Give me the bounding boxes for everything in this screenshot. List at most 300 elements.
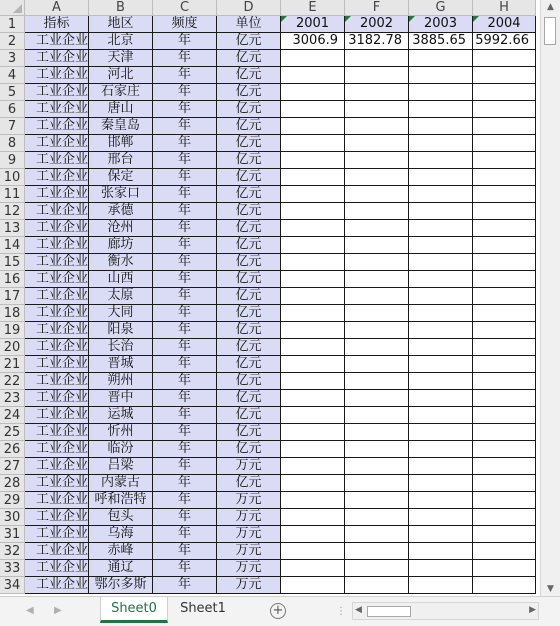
cell-indicator[interactable]: 工业企业 xyxy=(25,322,89,339)
cell-indicator[interactable]: 工业企业 xyxy=(25,441,89,458)
cell-region[interactable]: 河北 xyxy=(89,67,153,84)
cell-region[interactable]: 忻州 xyxy=(89,424,153,441)
cell-value[interactable] xyxy=(345,322,409,339)
row-header[interactable]: 17 xyxy=(0,288,25,305)
plus-circle-icon[interactable]: + xyxy=(270,603,286,619)
cell-value[interactable] xyxy=(281,237,345,254)
cell-indicator[interactable]: 工业企业 xyxy=(25,373,89,390)
cell-indicator[interactable]: 工业企业 xyxy=(25,305,89,322)
cell-value[interactable] xyxy=(281,220,345,237)
cell-region[interactable]: 临汾 xyxy=(89,441,153,458)
cell-value[interactable] xyxy=(281,322,345,339)
cell-value[interactable] xyxy=(409,101,473,118)
cell-value[interactable] xyxy=(281,509,345,526)
cell-value[interactable] xyxy=(473,101,536,118)
column-header-d[interactable]: D xyxy=(217,0,281,16)
horizontal-scroll-thumb[interactable] xyxy=(367,606,411,617)
cell-unit[interactable]: 亿元 xyxy=(217,288,281,305)
cell-frequency[interactable]: 年 xyxy=(153,322,217,339)
cell-indicator[interactable]: 工业企业 xyxy=(25,101,89,118)
column-header-b[interactable]: B xyxy=(89,0,153,16)
cell-region[interactable]: 呼和浩特 xyxy=(89,492,153,509)
cell-unit[interactable]: 万元 xyxy=(217,458,281,475)
cell-frequency[interactable]: 年 xyxy=(153,526,217,543)
cell-indicator[interactable]: 工业企业 xyxy=(25,492,89,509)
row-header[interactable]: 21 xyxy=(0,356,25,373)
cell-value[interactable] xyxy=(409,271,473,288)
cell-value[interactable] xyxy=(473,305,536,322)
row-header[interactable]: 9 xyxy=(0,152,25,169)
arrow-left-icon[interactable]: ◀ xyxy=(355,605,362,615)
cell-unit[interactable]: 亿元 xyxy=(217,203,281,220)
cell-value[interactable] xyxy=(473,203,536,220)
cell-unit[interactable]: 万元 xyxy=(217,509,281,526)
cell-value[interactable] xyxy=(473,288,536,305)
row-header[interactable]: 24 xyxy=(0,407,25,424)
cell-indicator[interactable]: 工业企业 xyxy=(25,560,89,577)
cell-region[interactable]: 邯郸 xyxy=(89,135,153,152)
cell-value[interactable] xyxy=(345,339,409,356)
cell-indicator[interactable]: 工业企业 xyxy=(25,407,89,424)
row-header[interactable]: 18 xyxy=(0,305,25,322)
cell-value[interactable] xyxy=(409,458,473,475)
cell-frequency[interactable]: 年 xyxy=(153,203,217,220)
column-header-h[interactable]: H xyxy=(473,0,536,16)
cell-header-year[interactable]: 2002 xyxy=(345,16,409,33)
cell-value[interactable] xyxy=(281,560,345,577)
cell-value[interactable] xyxy=(281,424,345,441)
cell-frequency[interactable]: 年 xyxy=(153,101,217,118)
row-header[interactable]: 1 xyxy=(0,16,25,33)
cell-value[interactable]: 3006.9 xyxy=(281,33,345,50)
cell-value[interactable] xyxy=(473,271,536,288)
cell-value[interactable] xyxy=(345,356,409,373)
cell-value[interactable] xyxy=(281,254,345,271)
cell-region[interactable]: 北京 xyxy=(89,33,153,50)
cell-value[interactable] xyxy=(409,135,473,152)
row-header[interactable]: 6 xyxy=(0,101,25,118)
cell-value[interactable] xyxy=(473,543,536,560)
cell-value[interactable] xyxy=(409,526,473,543)
cell-value[interactable] xyxy=(473,220,536,237)
cell-frequency[interactable]: 年 xyxy=(153,492,217,509)
cell-header-frequency[interactable]: 频度 xyxy=(153,16,217,33)
cell-value[interactable] xyxy=(281,475,345,492)
row-header[interactable]: 2 xyxy=(0,33,25,50)
cell-value[interactable] xyxy=(345,424,409,441)
cell-value[interactable] xyxy=(281,543,345,560)
cell-region[interactable]: 通辽 xyxy=(89,560,153,577)
cell-region[interactable]: 晋城 xyxy=(89,356,153,373)
cell-frequency[interactable]: 年 xyxy=(153,305,217,322)
cell-value[interactable] xyxy=(281,492,345,509)
cell-region[interactable]: 天津 xyxy=(89,50,153,67)
cell-value[interactable] xyxy=(409,492,473,509)
row-header[interactable]: 29 xyxy=(0,492,25,509)
cell-value[interactable] xyxy=(281,271,345,288)
cell-value[interactable] xyxy=(345,509,409,526)
cell-unit[interactable]: 亿元 xyxy=(217,50,281,67)
cell-value[interactable] xyxy=(345,152,409,169)
cell-unit[interactable]: 亿元 xyxy=(217,152,281,169)
cell-unit[interactable]: 亿元 xyxy=(217,118,281,135)
cell-value[interactable] xyxy=(281,339,345,356)
cell-frequency[interactable]: 年 xyxy=(153,288,217,305)
cell-value[interactable] xyxy=(473,441,536,458)
cell-region[interactable]: 张家口 xyxy=(89,186,153,203)
cell-value[interactable] xyxy=(409,543,473,560)
cell-region[interactable]: 阳泉 xyxy=(89,322,153,339)
cell-unit[interactable]: 亿元 xyxy=(217,407,281,424)
cell-value[interactable] xyxy=(281,441,345,458)
cell-value[interactable] xyxy=(473,254,536,271)
cell-value[interactable] xyxy=(345,50,409,67)
column-header-a[interactable]: A xyxy=(25,0,89,16)
cell-value[interactable] xyxy=(473,135,536,152)
cell-indicator[interactable]: 工业企业 xyxy=(25,271,89,288)
cell-unit[interactable]: 万元 xyxy=(217,577,281,594)
cell-indicator[interactable]: 工业企业 xyxy=(25,475,89,492)
cell-indicator[interactable]: 工业企业 xyxy=(25,288,89,305)
cell-region[interactable]: 运城 xyxy=(89,407,153,424)
cell-value[interactable] xyxy=(345,492,409,509)
cell-region[interactable]: 太原 xyxy=(89,288,153,305)
cell-frequency[interactable]: 年 xyxy=(153,271,217,288)
cell-indicator[interactable]: 工业企业 xyxy=(25,339,89,356)
cell-frequency[interactable]: 年 xyxy=(153,237,217,254)
cell-region[interactable]: 沧州 xyxy=(89,220,153,237)
cell-unit[interactable]: 亿元 xyxy=(217,33,281,50)
cell-header-region[interactable]: 地区 xyxy=(89,16,153,33)
cell-unit[interactable]: 亿元 xyxy=(217,84,281,101)
cell-value[interactable] xyxy=(473,84,536,101)
cell-unit[interactable]: 亿元 xyxy=(217,424,281,441)
cell-unit[interactable]: 亿元 xyxy=(217,67,281,84)
cell-value[interactable] xyxy=(473,424,536,441)
cell-value[interactable] xyxy=(345,220,409,237)
cell-value[interactable] xyxy=(345,407,409,424)
row-header[interactable]: 27 xyxy=(0,458,25,475)
cell-frequency[interactable]: 年 xyxy=(153,424,217,441)
cell-value[interactable] xyxy=(345,186,409,203)
cell-indicator[interactable]: 工业企业 xyxy=(25,186,89,203)
cell-header-year[interactable]: 2003 xyxy=(409,16,473,33)
cell-indicator[interactable]: 工业企业 xyxy=(25,33,89,50)
cell-value[interactable] xyxy=(409,203,473,220)
cell-region[interactable]: 鄂尔多斯 xyxy=(89,577,153,594)
cell-value[interactable] xyxy=(281,169,345,186)
cell-value[interactable] xyxy=(345,271,409,288)
cell-value[interactable] xyxy=(473,492,536,509)
cell-frequency[interactable]: 年 xyxy=(153,152,217,169)
cell-unit[interactable]: 亿元 xyxy=(217,237,281,254)
cell-indicator[interactable]: 工业企业 xyxy=(25,67,89,84)
cell-unit[interactable]: 亿元 xyxy=(217,441,281,458)
cell-region[interactable]: 廊坊 xyxy=(89,237,153,254)
cell-value[interactable] xyxy=(345,67,409,84)
cell-frequency[interactable]: 年 xyxy=(153,577,217,594)
cell-value[interactable] xyxy=(281,305,345,322)
row-header[interactable]: 16 xyxy=(0,271,25,288)
row-header[interactable]: 15 xyxy=(0,254,25,271)
cell-frequency[interactable]: 年 xyxy=(153,339,217,356)
cell-value[interactable] xyxy=(473,390,536,407)
row-header[interactable]: 12 xyxy=(0,203,25,220)
cell-region[interactable]: 赤峰 xyxy=(89,543,153,560)
row-header[interactable]: 7 xyxy=(0,118,25,135)
cell-region[interactable]: 晋中 xyxy=(89,390,153,407)
cell-region[interactable]: 乌海 xyxy=(89,526,153,543)
cell-region[interactable]: 衡水 xyxy=(89,254,153,271)
cell-value[interactable] xyxy=(409,220,473,237)
row-header[interactable]: 26 xyxy=(0,441,25,458)
cell-frequency[interactable]: 年 xyxy=(153,186,217,203)
cell-indicator[interactable]: 工业企业 xyxy=(25,390,89,407)
cell-value[interactable] xyxy=(281,577,345,594)
row-header[interactable]: 4 xyxy=(0,67,25,84)
cell-value[interactable] xyxy=(409,390,473,407)
cell-value[interactable] xyxy=(281,458,345,475)
cell-frequency[interactable]: 年 xyxy=(153,33,217,50)
cell-value[interactable] xyxy=(345,458,409,475)
cell-value[interactable] xyxy=(345,543,409,560)
row-header[interactable]: 14 xyxy=(0,237,25,254)
cell-value[interactable] xyxy=(281,526,345,543)
cell-value[interactable] xyxy=(281,135,345,152)
cell-value[interactable] xyxy=(473,152,536,169)
tab-scroll-right-icon[interactable]: ▶ xyxy=(54,605,62,616)
cell-region[interactable]: 邢台 xyxy=(89,152,153,169)
cell-value[interactable] xyxy=(345,577,409,594)
cell-indicator[interactable]: 工业企业 xyxy=(25,543,89,560)
cell-unit[interactable]: 亿元 xyxy=(217,390,281,407)
cell-indicator[interactable]: 工业企业 xyxy=(25,84,89,101)
cell-value[interactable] xyxy=(409,288,473,305)
cell-value[interactable] xyxy=(473,560,536,577)
cell-indicator[interactable]: 工业企业 xyxy=(25,118,89,135)
cell-header-unit[interactable]: 单位 xyxy=(217,16,281,33)
cell-region[interactable]: 唐山 xyxy=(89,101,153,118)
cell-region[interactable]: 包头 xyxy=(89,509,153,526)
column-header-f[interactable]: F xyxy=(345,0,409,16)
cell-value[interactable] xyxy=(345,441,409,458)
cell-value[interactable] xyxy=(281,186,345,203)
cell-frequency[interactable]: 年 xyxy=(153,67,217,84)
cell-value[interactable] xyxy=(473,509,536,526)
cell-value[interactable] xyxy=(281,373,345,390)
row-header[interactable]: 23 xyxy=(0,390,25,407)
cell-value[interactable] xyxy=(473,186,536,203)
cell-frequency[interactable]: 年 xyxy=(153,543,217,560)
cell-value[interactable] xyxy=(409,475,473,492)
cell-value[interactable] xyxy=(345,288,409,305)
cell-indicator[interactable]: 工业企业 xyxy=(25,203,89,220)
vertical-scrollbar[interactable] xyxy=(540,0,560,596)
cell-value[interactable] xyxy=(409,577,473,594)
cell-frequency[interactable]: 年 xyxy=(153,560,217,577)
cell-value[interactable]: 3182.78 xyxy=(345,33,409,50)
cell-unit[interactable]: 亿元 xyxy=(217,254,281,271)
cell-indicator[interactable]: 工业企业 xyxy=(25,526,89,543)
cell-value[interactable] xyxy=(473,50,536,67)
cell-value[interactable] xyxy=(473,356,536,373)
cell-value[interactable] xyxy=(345,390,409,407)
cell-unit[interactable]: 万元 xyxy=(217,492,281,509)
row-header[interactable]: 22 xyxy=(0,373,25,390)
cell-unit[interactable]: 万元 xyxy=(217,560,281,577)
cell-value[interactable] xyxy=(345,135,409,152)
cell-indicator[interactable]: 工业企业 xyxy=(25,424,89,441)
cell-value[interactable] xyxy=(281,84,345,101)
cell-value[interactable] xyxy=(473,373,536,390)
cell-region[interactable]: 内蒙古 xyxy=(89,475,153,492)
cell-value[interactable] xyxy=(345,373,409,390)
cell-value[interactable] xyxy=(473,67,536,84)
cell-region[interactable]: 承德 xyxy=(89,203,153,220)
cell-value[interactable] xyxy=(409,152,473,169)
row-header[interactable]: 28 xyxy=(0,475,25,492)
cell-unit[interactable]: 万元 xyxy=(217,526,281,543)
cell-value[interactable] xyxy=(473,577,536,594)
cell-value[interactable] xyxy=(345,118,409,135)
cell-value[interactable] xyxy=(281,67,345,84)
column-header-e[interactable]: E xyxy=(281,0,345,16)
row-header[interactable]: 32 xyxy=(0,543,25,560)
cell-value[interactable]: 5992.66 xyxy=(473,33,536,50)
cell-unit[interactable]: 亿元 xyxy=(217,322,281,339)
cell-value[interactable] xyxy=(409,254,473,271)
vertical-scroll-thumb[interactable] xyxy=(544,17,556,45)
cell-frequency[interactable]: 年 xyxy=(153,509,217,526)
cell-frequency[interactable]: 年 xyxy=(153,84,217,101)
cell-region[interactable]: 吕梁 xyxy=(89,458,153,475)
cell-value[interactable] xyxy=(281,118,345,135)
cell-frequency[interactable]: 年 xyxy=(153,458,217,475)
row-header[interactable]: 10 xyxy=(0,169,25,186)
cell-frequency[interactable]: 年 xyxy=(153,356,217,373)
cell-indicator[interactable]: 工业企业 xyxy=(25,169,89,186)
cell-frequency[interactable]: 年 xyxy=(153,254,217,271)
cell-frequency[interactable]: 年 xyxy=(153,135,217,152)
cell-frequency[interactable]: 年 xyxy=(153,220,217,237)
column-header-c[interactable]: C xyxy=(153,0,217,16)
cell-value[interactable] xyxy=(473,118,536,135)
row-header[interactable]: 33 xyxy=(0,560,25,577)
splitter-handle[interactable]: ⋮ xyxy=(336,606,346,617)
row-header[interactable]: 30 xyxy=(0,509,25,526)
cell-value[interactable] xyxy=(473,526,536,543)
cell-header-year[interactable]: 2004 xyxy=(473,16,536,33)
cell-value[interactable] xyxy=(281,390,345,407)
cell-unit[interactable]: 亿元 xyxy=(217,305,281,322)
cell-unit[interactable]: 亿元 xyxy=(217,475,281,492)
cell-value[interactable] xyxy=(345,560,409,577)
cell-value[interactable] xyxy=(473,475,536,492)
cell-value[interactable] xyxy=(473,237,536,254)
cell-value[interactable] xyxy=(345,254,409,271)
cell-indicator[interactable]: 工业企业 xyxy=(25,356,89,373)
cell-value[interactable] xyxy=(409,407,473,424)
cell-value[interactable] xyxy=(409,67,473,84)
row-header[interactable]: 8 xyxy=(0,135,25,152)
cell-value[interactable] xyxy=(409,186,473,203)
horizontal-scrollbar[interactable] xyxy=(352,602,539,620)
cell-value[interactable] xyxy=(281,101,345,118)
cell-indicator[interactable]: 工业企业 xyxy=(25,509,89,526)
cell-value[interactable] xyxy=(345,475,409,492)
cell-value[interactable] xyxy=(473,169,536,186)
cell-unit[interactable]: 亿元 xyxy=(217,135,281,152)
cell-value[interactable] xyxy=(281,152,345,169)
tab-sheet0[interactable]: Sheet0 xyxy=(100,597,168,623)
row-header[interactable]: 13 xyxy=(0,220,25,237)
cell-value[interactable] xyxy=(345,526,409,543)
cell-value[interactable] xyxy=(409,50,473,67)
arrow-up-icon[interactable]: ▲ xyxy=(547,2,554,12)
cell-value[interactable] xyxy=(473,407,536,424)
cell-value[interactable] xyxy=(473,339,536,356)
cell-indicator[interactable]: 工业企业 xyxy=(25,220,89,237)
arrow-down-icon[interactable]: ▼ xyxy=(547,584,554,594)
row-header[interactable]: 31 xyxy=(0,526,25,543)
cell-value[interactable] xyxy=(473,458,536,475)
cell-value[interactable] xyxy=(409,424,473,441)
row-header[interactable]: 34 xyxy=(0,577,25,594)
cell-header-year[interactable]: 2001 xyxy=(281,16,345,33)
cell-value[interactable] xyxy=(409,322,473,339)
tab-scroll-left-icon[interactable]: ◀ xyxy=(26,605,34,616)
row-header[interactable]: 25 xyxy=(0,424,25,441)
row-header[interactable]: 3 xyxy=(0,50,25,67)
cell-indicator[interactable]: 工业企业 xyxy=(25,135,89,152)
cell-frequency[interactable]: 年 xyxy=(153,118,217,135)
cell-value[interactable] xyxy=(345,84,409,101)
cell-indicator[interactable]: 工业企业 xyxy=(25,254,89,271)
cell-region[interactable]: 朔州 xyxy=(89,373,153,390)
row-header[interactable]: 20 xyxy=(0,339,25,356)
tab-sheet1[interactable]: Sheet1 xyxy=(180,601,226,616)
cell-value[interactable] xyxy=(409,356,473,373)
cell-unit[interactable]: 亿元 xyxy=(217,356,281,373)
cell-unit[interactable]: 亿元 xyxy=(217,271,281,288)
cell-frequency[interactable]: 年 xyxy=(153,441,217,458)
cell-unit[interactable]: 亿元 xyxy=(217,101,281,118)
cell-unit[interactable]: 亿元 xyxy=(217,339,281,356)
cell-value[interactable] xyxy=(409,373,473,390)
cell-indicator[interactable]: 工业企业 xyxy=(25,577,89,594)
cell-value[interactable] xyxy=(345,203,409,220)
cell-value[interactable] xyxy=(281,50,345,67)
cell-region[interactable]: 大同 xyxy=(89,305,153,322)
cell-value[interactable] xyxy=(345,237,409,254)
cell-value[interactable]: 3885.65 xyxy=(409,33,473,50)
cell-region[interactable]: 长治 xyxy=(89,339,153,356)
cell-value[interactable] xyxy=(409,118,473,135)
cell-frequency[interactable]: 年 xyxy=(153,475,217,492)
cell-frequency[interactable]: 年 xyxy=(153,373,217,390)
cell-unit[interactable]: 亿元 xyxy=(217,373,281,390)
cell-value[interactable] xyxy=(409,509,473,526)
cell-region[interactable]: 保定 xyxy=(89,169,153,186)
cell-frequency[interactable]: 年 xyxy=(153,407,217,424)
cell-unit[interactable]: 亿元 xyxy=(217,169,281,186)
cell-value[interactable] xyxy=(281,288,345,305)
cell-value[interactable] xyxy=(345,101,409,118)
select-all-corner[interactable] xyxy=(0,0,25,16)
cell-indicator[interactable]: 工业企业 xyxy=(25,50,89,67)
cell-value[interactable] xyxy=(409,339,473,356)
cell-value[interactable] xyxy=(409,441,473,458)
